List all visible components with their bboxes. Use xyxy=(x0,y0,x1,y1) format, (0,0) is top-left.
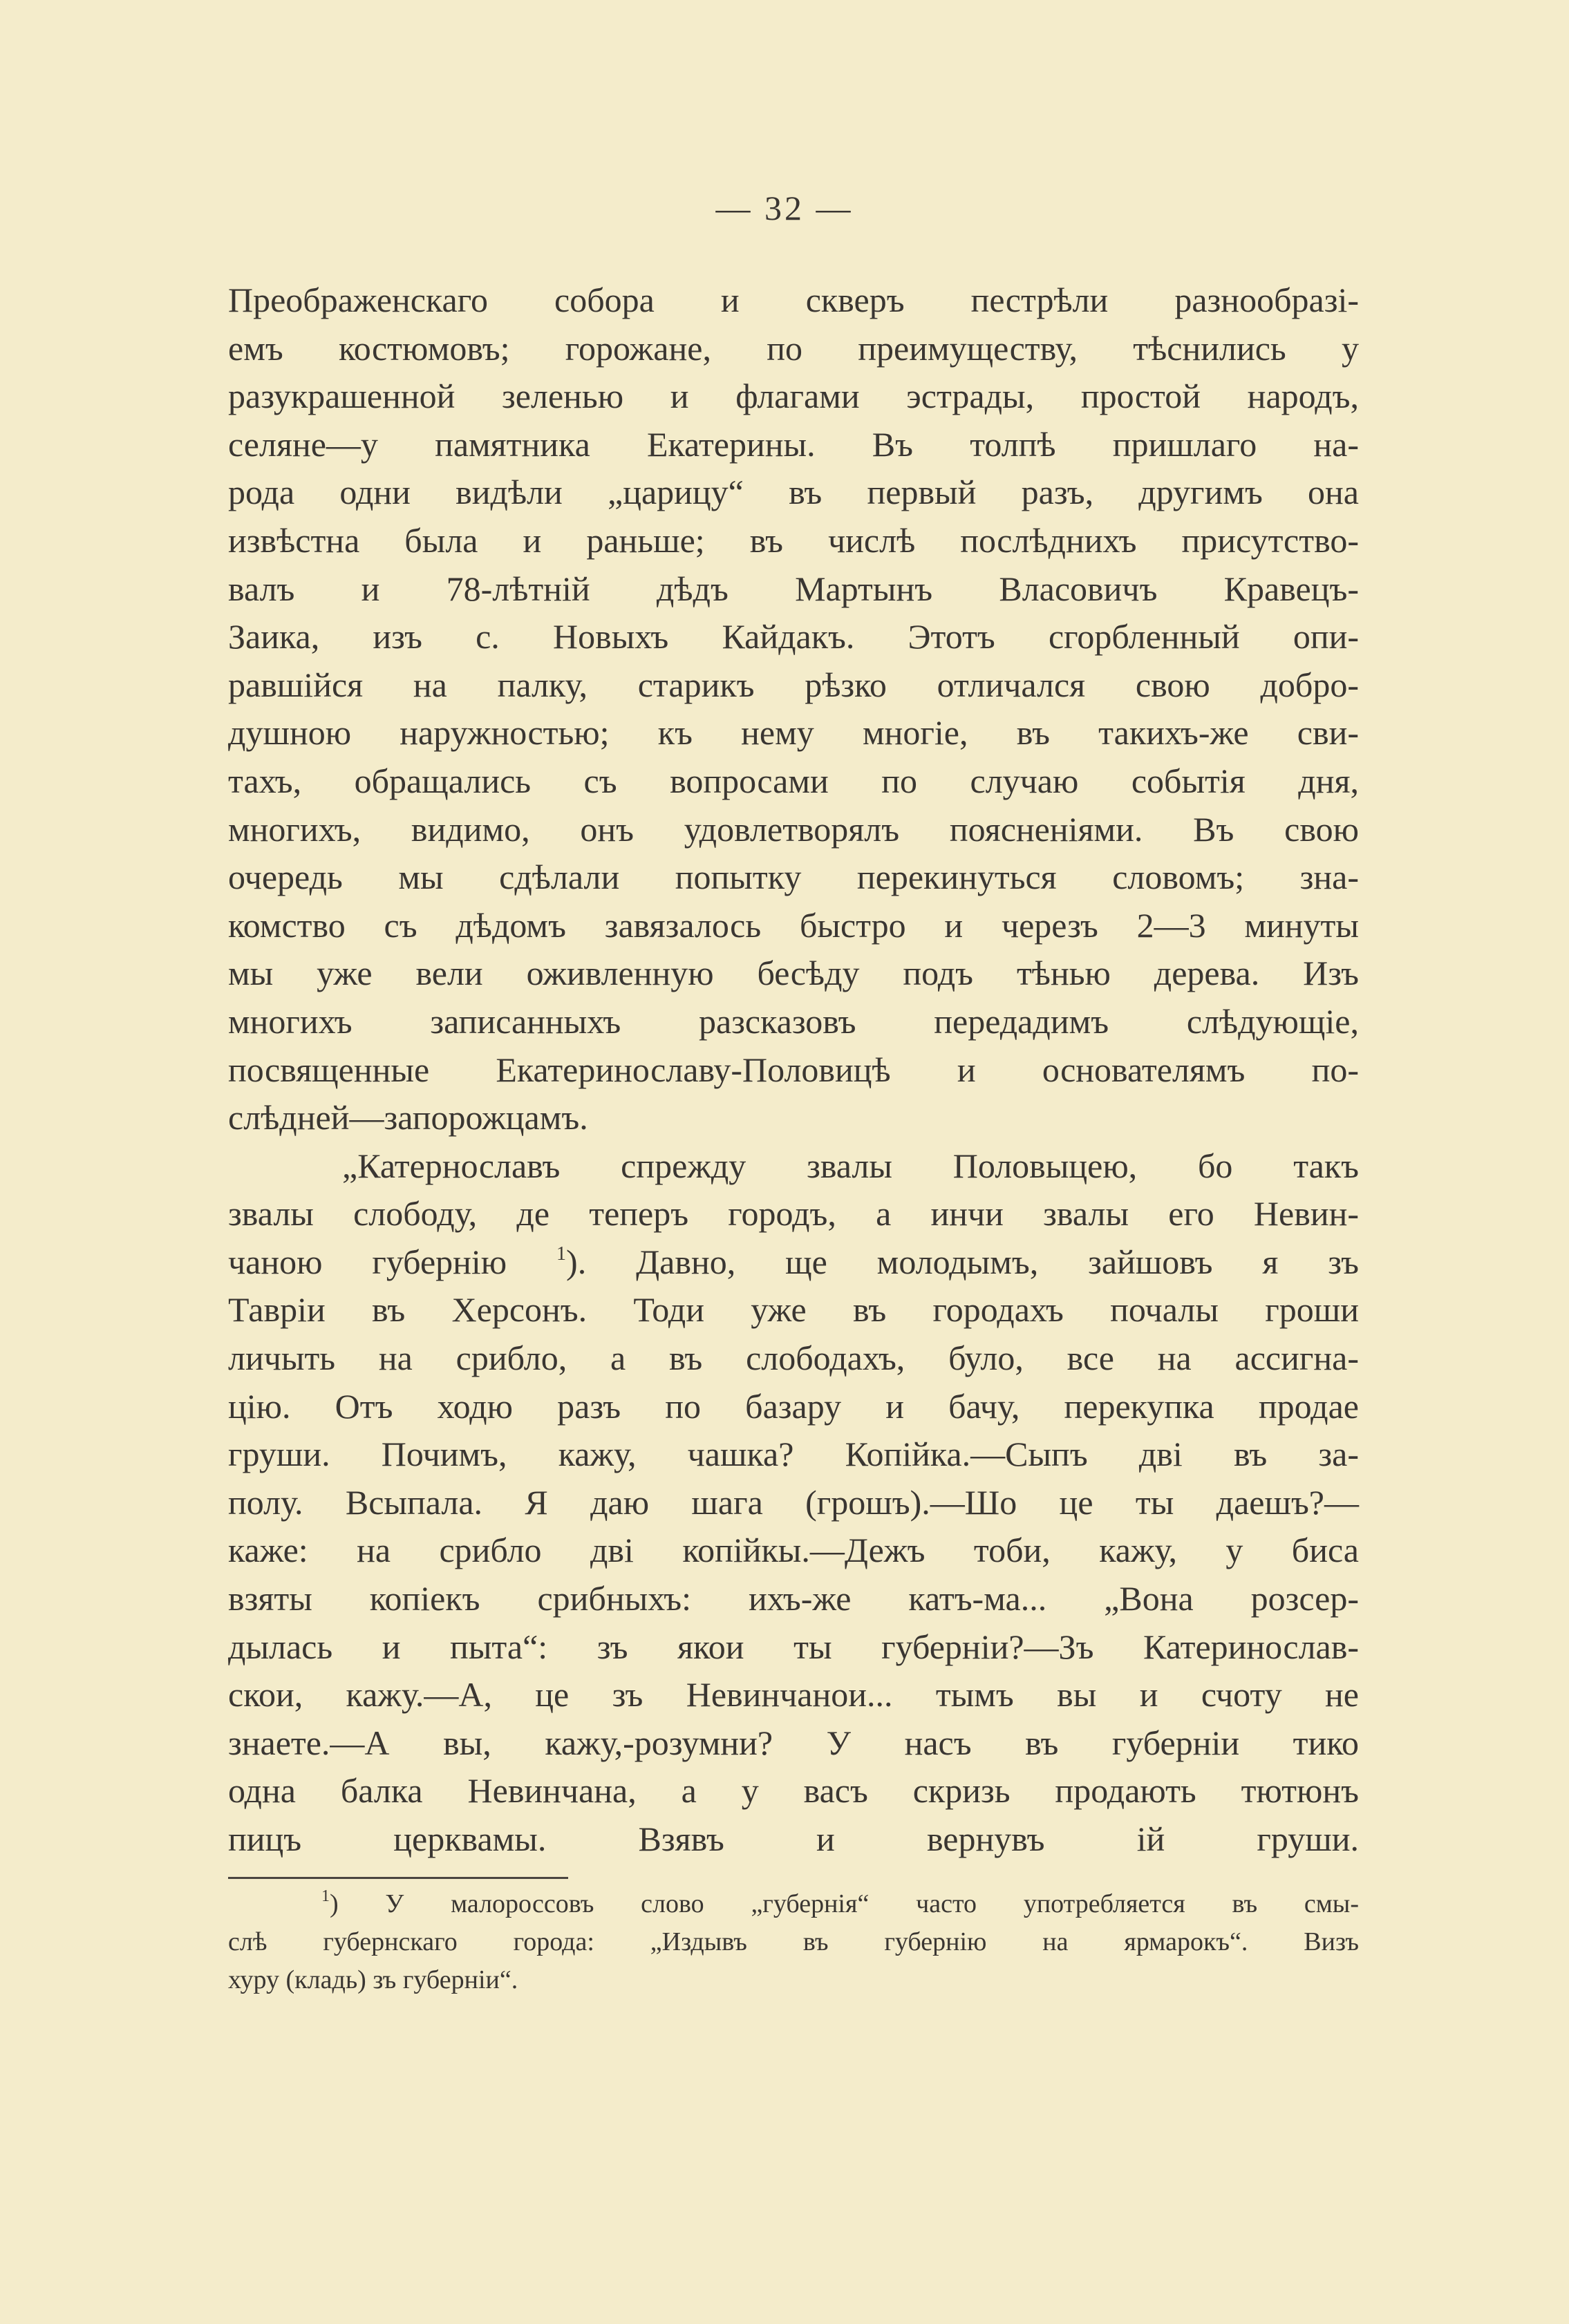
text-line: пицъ церквамы. Взявъ и вернувъ ій груши. xyxy=(228,1820,1359,1858)
text-line xyxy=(228,1238,1359,1287)
text-line: многихъ записанныхъ разсказовъ передадимъ слѣдующіе, xyxy=(228,1001,1359,1041)
text-line: „Катернославъ спрежду звалы Половыцею, бо такъ xyxy=(342,1146,1359,1185)
paragraph xyxy=(228,276,1359,1142)
text-line: очередь мы сдѣлали попытку перекинуться словомъ; зна- xyxy=(228,858,1359,897)
text-line: взяты копіекъ срибныхъ: ихъ-же катъ-ма... „Вона розсер- xyxy=(228,1579,1359,1618)
footnote-reference: 1 xyxy=(556,1243,567,1265)
text-line: цію. Отъ ходю разъ по базару и бачу, перекупка продае xyxy=(228,1386,1359,1426)
text-line: одна балка Невинчана, а у васъ скризь продають тютюнъ xyxy=(228,1771,1359,1811)
text-line: многихъ, видимо, онъ удовлетворялъ поясненіями. Въ свою xyxy=(228,809,1359,849)
body-text xyxy=(228,276,1359,1911)
footnote-line: хуру (кладь) зъ губерніи“. xyxy=(228,1965,518,1994)
text-line: комство съ дѣдомъ завязалось быстро и черезъ 2—3 минуты xyxy=(228,905,1359,945)
paragraph xyxy=(228,1142,1359,1912)
footnote-line xyxy=(228,1885,1359,1923)
text-line: селяне—у памятника Екатерины. Въ толпѣ пришлаго на- xyxy=(228,424,1359,464)
text-line: душною наружностью; къ нему многіе, въ такихъ-же сви- xyxy=(228,713,1359,753)
text-line: слѣдней—запорожцамъ. xyxy=(228,1098,588,1137)
text-line: Преображенскаго собора и скверъ пестрѣли разнообразі- xyxy=(228,281,1359,319)
page-number: — 32 — xyxy=(715,189,854,227)
text-line: знаете.—А вы, кажу,-розумни? У насъ въ губерніи тико xyxy=(228,1723,1359,1762)
text-line: равшійся на палку, старикъ рѣзко отличался свою добро- xyxy=(228,665,1359,704)
text-fragment: чаною губернію xyxy=(228,1242,507,1281)
text-line: мы уже вели оживленную бесѣду подъ тѣнью дерева. Изъ xyxy=(228,954,1359,993)
text-line: груши. Почимъ, кажу, чашка? Копійка.—Сыпъ двi въ за- xyxy=(228,1435,1359,1474)
footnote-separator xyxy=(228,1877,568,1879)
text-fragment: ). Давно, ще молодымъ, зайшовъ я зъ xyxy=(566,1242,1360,1281)
footnote-marker: 1 xyxy=(321,1887,330,1905)
footnote xyxy=(228,1885,1359,1999)
text-line: звалы слободу, де теперъ городъ, а инчи звалы его Невин- xyxy=(228,1194,1359,1234)
footnote-line: слѣ губернскаго города: „Издывъ въ губернію на ярмарокъ“. Визъ xyxy=(228,1927,1359,1956)
text-line: Заика, изъ с. Новыхъ Кайдакъ. Этотъ сгорбленный опи- xyxy=(228,617,1359,656)
text-line: личыть на срибло, а въ слободахъ, було, все на ассигна- xyxy=(228,1339,1359,1378)
text-fragment: ) У малороссовъ слово „губернія“ часто употребляется въ смы- xyxy=(330,1889,1359,1918)
text-line: полу. Всыпала. Я даю шага (грошъ).—Шо це ты даешъ?— xyxy=(228,1482,1359,1522)
text-line: извѣстна была и раньше; въ числѣ послѣднихъ присутство- xyxy=(228,520,1359,560)
text-line: Тавріи въ Херсонъ. Тоди уже въ городахъ почалы гроши xyxy=(228,1290,1359,1330)
text-line: дылась и пыта“: зъ якои ты губерніи?—Зъ Катеринослав- xyxy=(228,1627,1359,1666)
text-line: посвященные Екатеринославу-Половицѣ и основателямъ по- xyxy=(228,1050,1359,1089)
text-line: каже: на срибло двi копійкы.—Дежъ тоби, кажу, у биса xyxy=(228,1531,1359,1570)
text-line: рода одни видѣли „царицу“ въ первый разъ, другимъ она xyxy=(228,473,1359,512)
text-line: скои, кажу.—А, це зъ Невинчанои... тымъ вы и счоту не xyxy=(228,1675,1359,1714)
text-line: валъ и 78-лѣтній дѣдъ Мартынъ Власовичъ Кравецъ- xyxy=(228,569,1359,608)
text-line: емъ костюмовъ; горожане, по преимуществу, тѣснились у xyxy=(228,328,1359,368)
text-line: разукрашенной зеленью и флагами эстрады, простой народъ, xyxy=(228,377,1359,416)
text-line: тахъ, обращались съ вопросами по случаю событія дня, xyxy=(228,761,1359,800)
